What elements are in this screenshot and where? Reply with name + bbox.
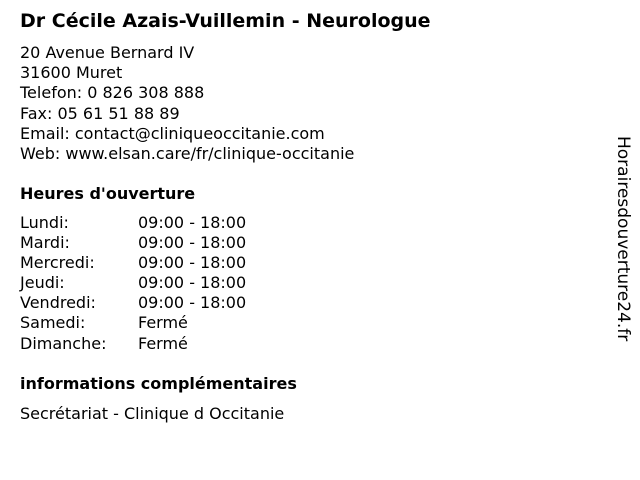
day-label: Vendredi:	[20, 293, 96, 313]
hours-row	[20, 334, 246, 354]
time-value: 09:00 - 18:00	[138, 213, 247, 232]
hours-row	[20, 273, 246, 293]
hours-row	[20, 313, 246, 333]
time-value: Fermé	[138, 333, 188, 353]
brand-watermark: Horairesdouverture24.fr	[613, 136, 633, 342]
day-label: Lundi:	[20, 213, 69, 232]
hours-row	[20, 253, 246, 273]
time-value: 09:00 - 18:00	[138, 253, 247, 273]
day-label: Mercredi:	[20, 253, 95, 273]
day-label: Dimanche:	[20, 333, 107, 353]
page-title: Dr Cécile Azais-Vuillemin - Neurologue	[20, 10, 431, 32]
additional-info-text: Secrétariat - Clinique d Occitanie	[20, 404, 285, 423]
additional-info-heading: informations complémentaires	[20, 374, 297, 393]
website-url: Web: www.elsan.care/fr/clinique-occitanie	[20, 144, 355, 164]
address-city: 31600 Muret	[20, 63, 123, 83]
time-value: 09:00 - 18:00	[138, 233, 247, 253]
hours-row	[20, 293, 246, 313]
contact-details	[20, 43, 354, 164]
hours-row	[20, 213, 246, 233]
time-value: Fermé	[138, 313, 188, 333]
day-label: Samedi:	[20, 313, 86, 333]
opening-hours-list	[20, 213, 246, 354]
day-label: Mardi:	[20, 233, 70, 253]
address-street: 20 Avenue Bernard IV	[20, 43, 195, 62]
time-value: 09:00 - 18:00	[138, 293, 247, 313]
hours-row	[20, 233, 246, 253]
fax-number: Fax: 05 61 51 88 89	[20, 103, 180, 123]
phone-number: Telefon: 0 826 308 888	[20, 83, 205, 103]
time-value: 09:00 - 18:00	[138, 273, 247, 293]
opening-hours-heading: Heures d'ouverture	[20, 184, 196, 203]
day-label: Jeudi:	[20, 273, 65, 293]
email-address: Email: contact@cliniqueoccitanie.com	[20, 123, 325, 143]
